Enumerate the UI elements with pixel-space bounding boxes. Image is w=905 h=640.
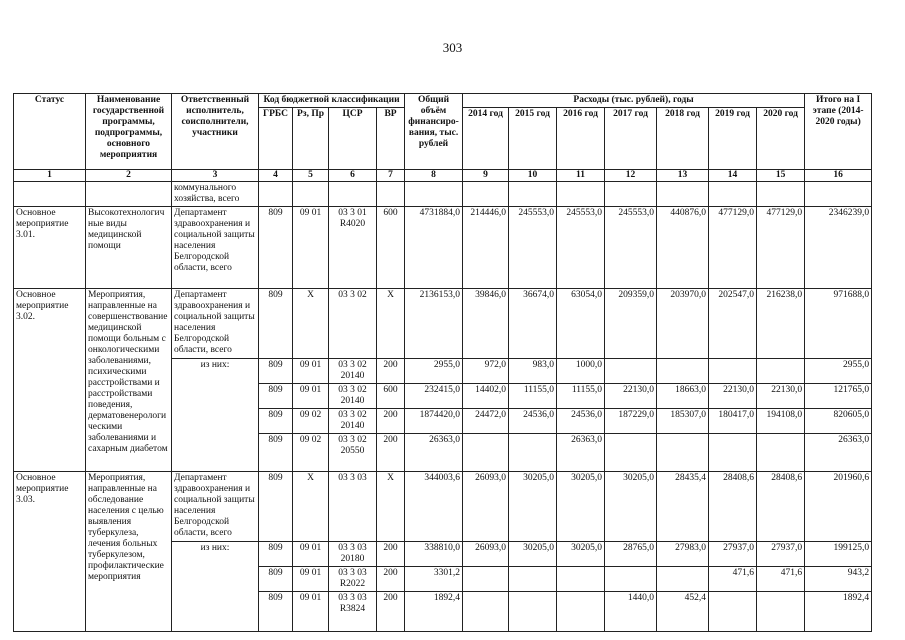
- stage-total-cell: 971688,0: [805, 289, 872, 359]
- year-cell: [657, 359, 709, 384]
- year-cell: 30205,0: [509, 472, 557, 542]
- total-cell: 4731884,0: [405, 207, 463, 289]
- vr-cell: 200: [377, 592, 405, 632]
- year-cell: 187229,0: [605, 409, 657, 434]
- year-cell: 194108,0: [757, 409, 805, 434]
- rzpr-cell: 09 01: [293, 359, 329, 384]
- vr-cell: 200: [377, 359, 405, 384]
- grbs-cell: 809: [259, 592, 293, 632]
- column-number: 12: [605, 170, 657, 182]
- column-number: 2: [86, 170, 172, 182]
- total-cell: 338810,0: [405, 542, 463, 567]
- rzpr-cell: 09 01: [293, 592, 329, 632]
- total-cell: 2136153,0: [405, 289, 463, 359]
- year-cell: 477129,0: [757, 207, 805, 289]
- header-grbs: ГРБС: [259, 108, 293, 170]
- header-status: Статус: [14, 94, 86, 170]
- total-cell: 344003,6: [405, 472, 463, 542]
- table-cell: [509, 182, 557, 207]
- continuation-row: [14, 182, 872, 207]
- year-cell: 28765,0: [605, 542, 657, 567]
- year-cell: [463, 434, 509, 472]
- vr-cell: 600: [377, 384, 405, 409]
- grbs-cell: 809: [259, 289, 293, 359]
- year-cell: 209359,0: [605, 289, 657, 359]
- column-number: 13: [657, 170, 709, 182]
- header-total-volume: Общий объём финансиро-вания, тыс. рублей: [405, 94, 463, 170]
- vr-cell: Х: [377, 472, 405, 542]
- year-cell: 27983,0: [657, 542, 709, 567]
- csr-cell: 03 3 02 20140: [329, 409, 377, 434]
- rzpr-cell: 09 01: [293, 384, 329, 409]
- header-program-name: Наименование государственной программы, подпрограммы, основного мероприятия: [86, 94, 172, 170]
- total-cell: 232415,0: [405, 384, 463, 409]
- budget-table: [13, 93, 872, 632]
- table-cell: [329, 182, 377, 207]
- status-cell: Основное мероприятие 3.03.: [14, 472, 86, 632]
- year-cell: 11155,0: [557, 384, 605, 409]
- year-cell: 24472,0: [463, 409, 509, 434]
- year-cell: 14402,0: [463, 384, 509, 409]
- year-cell: [463, 567, 509, 592]
- year-cell: 471,6: [757, 567, 805, 592]
- column-number: 7: [377, 170, 405, 182]
- year-cell: 245553,0: [605, 207, 657, 289]
- column-number: 15: [757, 170, 805, 182]
- header-year: 2020 год: [757, 108, 805, 170]
- table-cell: [709, 182, 757, 207]
- year-cell: 22130,0: [709, 384, 757, 409]
- stage-total-cell: 1892,4: [805, 592, 872, 632]
- program-name-cell: Мероприятия, направленные на совершенствование медицинской помощи больным с онкологическими заболеваниями, психическими расстройствами и расстройствами поведения, дерматовенерологическими заболеваниями и сахарным диабетом: [86, 289, 172, 472]
- of-them-cell: из них:: [172, 359, 259, 472]
- header-year: 2016 год: [557, 108, 605, 170]
- year-cell: 11155,0: [509, 384, 557, 409]
- column-number: 6: [329, 170, 377, 182]
- year-cell: 27937,0: [757, 542, 805, 567]
- rzpr-cell: Х: [293, 472, 329, 542]
- csr-cell: 03 3 03: [329, 472, 377, 542]
- vr-cell: 200: [377, 434, 405, 472]
- header-csr: ЦСР: [329, 108, 377, 170]
- year-cell: [557, 592, 605, 632]
- table-cell: [657, 182, 709, 207]
- column-number-row: [14, 170, 872, 182]
- year-cell: [463, 592, 509, 632]
- header-year: 2017 год: [605, 108, 657, 170]
- year-cell: 245553,0: [557, 207, 605, 289]
- csr-cell: 03 3 01 R4020: [329, 207, 377, 289]
- year-cell: 983,0: [509, 359, 557, 384]
- table-cell: [293, 182, 329, 207]
- grbs-cell: 809: [259, 384, 293, 409]
- year-cell: [557, 567, 605, 592]
- year-cell: 22130,0: [757, 384, 805, 409]
- year-cell: 30205,0: [557, 542, 605, 567]
- year-cell: 30205,0: [605, 472, 657, 542]
- column-number: 10: [509, 170, 557, 182]
- grbs-cell: 809: [259, 472, 293, 542]
- year-cell: [509, 592, 557, 632]
- year-cell: 63054,0: [557, 289, 605, 359]
- year-cell: 471,6: [709, 567, 757, 592]
- stage-total-cell: 201960,6: [805, 472, 872, 542]
- year-cell: 28408,6: [709, 472, 757, 542]
- table-row-3-03: [14, 472, 872, 542]
- year-cell: [605, 567, 657, 592]
- column-number: 8: [405, 170, 463, 182]
- csr-cell: 03 3 03 R3824: [329, 592, 377, 632]
- table-cell: [605, 182, 657, 207]
- executor-cell: Департамент здравоохранения и социальной защиты населения Белгородской области, всего: [172, 289, 259, 359]
- year-cell: [605, 359, 657, 384]
- year-cell: [709, 359, 757, 384]
- total-cell: 3301,2: [405, 567, 463, 592]
- status-cell: Основное мероприятие 3.02.: [14, 289, 86, 472]
- year-cell: 30205,0: [509, 542, 557, 567]
- year-cell: 245553,0: [509, 207, 557, 289]
- rzpr-cell: Х: [293, 289, 329, 359]
- table-cell: [259, 182, 293, 207]
- year-cell: 1000,0: [557, 359, 605, 384]
- rzpr-cell: 09 02: [293, 409, 329, 434]
- year-cell: 203970,0: [657, 289, 709, 359]
- grbs-cell: 809: [259, 359, 293, 384]
- year-cell: [605, 434, 657, 472]
- year-cell: 452,4: [657, 592, 709, 632]
- grbs-cell: 809: [259, 567, 293, 592]
- year-cell: [509, 567, 557, 592]
- total-cell: 2955,0: [405, 359, 463, 384]
- grbs-cell: 809: [259, 434, 293, 472]
- table-cell: [86, 182, 172, 207]
- year-cell: [757, 359, 805, 384]
- year-cell: 28408,6: [757, 472, 805, 542]
- header-year: 2019 год: [709, 108, 757, 170]
- header-executor: Ответственный исполнитель, соисполнители, участники: [172, 94, 259, 170]
- csr-cell: 03 3 02 20140: [329, 384, 377, 409]
- stage-total-cell: 820605,0: [805, 409, 872, 434]
- table-cell: [757, 182, 805, 207]
- total-cell: 1874420,0: [405, 409, 463, 434]
- rzpr-cell: 09 01: [293, 567, 329, 592]
- stage-total-cell: 26363,0: [805, 434, 872, 472]
- year-cell: [757, 592, 805, 632]
- grbs-cell: 809: [259, 409, 293, 434]
- vr-cell: 200: [377, 409, 405, 434]
- year-cell: [757, 434, 805, 472]
- column-number: 16: [805, 170, 872, 182]
- year-cell: 202547,0: [709, 289, 757, 359]
- vr-cell: 200: [377, 567, 405, 592]
- table-cell: [463, 182, 509, 207]
- year-cell: 18663,0: [657, 384, 709, 409]
- table-cell: [805, 182, 872, 207]
- year-cell: [709, 592, 757, 632]
- header-row-1: [14, 94, 872, 108]
- stage-total-cell: 121765,0: [805, 384, 872, 409]
- vr-cell: 600: [377, 207, 405, 289]
- grbs-cell: 809: [259, 207, 293, 289]
- year-cell: 24536,0: [509, 409, 557, 434]
- year-cell: 26093,0: [463, 472, 509, 542]
- year-cell: 27937,0: [709, 542, 757, 567]
- column-number: 4: [259, 170, 293, 182]
- header-year: 2015 год: [509, 108, 557, 170]
- year-cell: [709, 434, 757, 472]
- year-cell: 214446,0: [463, 207, 509, 289]
- header-expenses: Расходы (тыс. рублей), годы: [463, 94, 805, 108]
- year-cell: 185307,0: [657, 409, 709, 434]
- csr-cell: 03 3 02 20550: [329, 434, 377, 472]
- csr-cell: 03 3 02 20140: [329, 359, 377, 384]
- year-cell: 216238,0: [757, 289, 805, 359]
- column-number: 14: [709, 170, 757, 182]
- program-name-cell: Высокотехнологичные виды медицинской помощи: [86, 207, 172, 289]
- stage-total-cell: 2955,0: [805, 359, 872, 384]
- program-name-cell: Мероприятия, направленные на обследование населения с целью выявления туберкулеза, лечения больных туберкулезом, профилактические мероприятия: [86, 472, 172, 632]
- executor-cell: Департамент здравоохранения и социальной защиты населения Белгородской области, всего: [172, 207, 259, 289]
- table-cell: [14, 182, 86, 207]
- stage-total-cell: 199125,0: [805, 542, 872, 567]
- csr-cell: 03 3 03 R2022: [329, 567, 377, 592]
- total-cell: 26363,0: [405, 434, 463, 472]
- table-row-3-01: [14, 207, 872, 289]
- stage-total-cell: 2346239,0: [805, 207, 872, 289]
- year-cell: 30205,0: [557, 472, 605, 542]
- table-row-3-02: [14, 289, 872, 359]
- header-year: 2018 год: [657, 108, 709, 170]
- status-cell: Основное мероприятие 3.01.: [14, 207, 86, 289]
- rzpr-cell: 09 01: [293, 207, 329, 289]
- year-cell: 28435,4: [657, 472, 709, 542]
- rzpr-cell: 09 01: [293, 542, 329, 567]
- vr-cell: Х: [377, 289, 405, 359]
- page-number: 303: [442, 40, 463, 55]
- year-cell: [509, 434, 557, 472]
- year-cell: 39846,0: [463, 289, 509, 359]
- of-them-cell: из них:: [172, 542, 259, 632]
- header-vr: ВР: [377, 108, 405, 170]
- column-number: 9: [463, 170, 509, 182]
- total-cell: 1892,4: [405, 592, 463, 632]
- year-cell: 972,0: [463, 359, 509, 384]
- year-cell: 24536,0: [557, 409, 605, 434]
- year-cell: 440876,0: [657, 207, 709, 289]
- year-cell: 1440,0: [605, 592, 657, 632]
- column-number: 1: [14, 170, 86, 182]
- header-stage-total: Итого на I этапе (2014-2020 годы): [805, 94, 872, 170]
- column-number: 3: [172, 170, 259, 182]
- executor-cell: Департамент здравоохранения и социальной защиты населения Белгородской области, всего: [172, 472, 259, 542]
- table-cell: [557, 182, 605, 207]
- column-number: 5: [293, 170, 329, 182]
- year-cell: 26363,0: [557, 434, 605, 472]
- header-budget-code: Код бюджетной классификации: [259, 94, 405, 108]
- year-cell: 22130,0: [605, 384, 657, 409]
- table-cell: [405, 182, 463, 207]
- header-year: 2014 год: [463, 108, 509, 170]
- csr-cell: 03 3 02: [329, 289, 377, 359]
- header-rzpr: Рз, Пр: [293, 108, 329, 170]
- year-cell: 477129,0: [709, 207, 757, 289]
- continuation-executor: коммунального хозяйства, всего: [172, 182, 259, 207]
- year-cell: 180417,0: [709, 409, 757, 434]
- csr-cell: 03 3 03 20180: [329, 542, 377, 567]
- vr-cell: 200: [377, 542, 405, 567]
- year-cell: 36674,0: [509, 289, 557, 359]
- rzpr-cell: 09 02: [293, 434, 329, 472]
- year-cell: [657, 434, 709, 472]
- table-cell: [377, 182, 405, 207]
- year-cell: 26093,0: [463, 542, 509, 567]
- column-number: 11: [557, 170, 605, 182]
- grbs-cell: 809: [259, 542, 293, 567]
- stage-total-cell: 943,2: [805, 567, 872, 592]
- year-cell: [657, 567, 709, 592]
